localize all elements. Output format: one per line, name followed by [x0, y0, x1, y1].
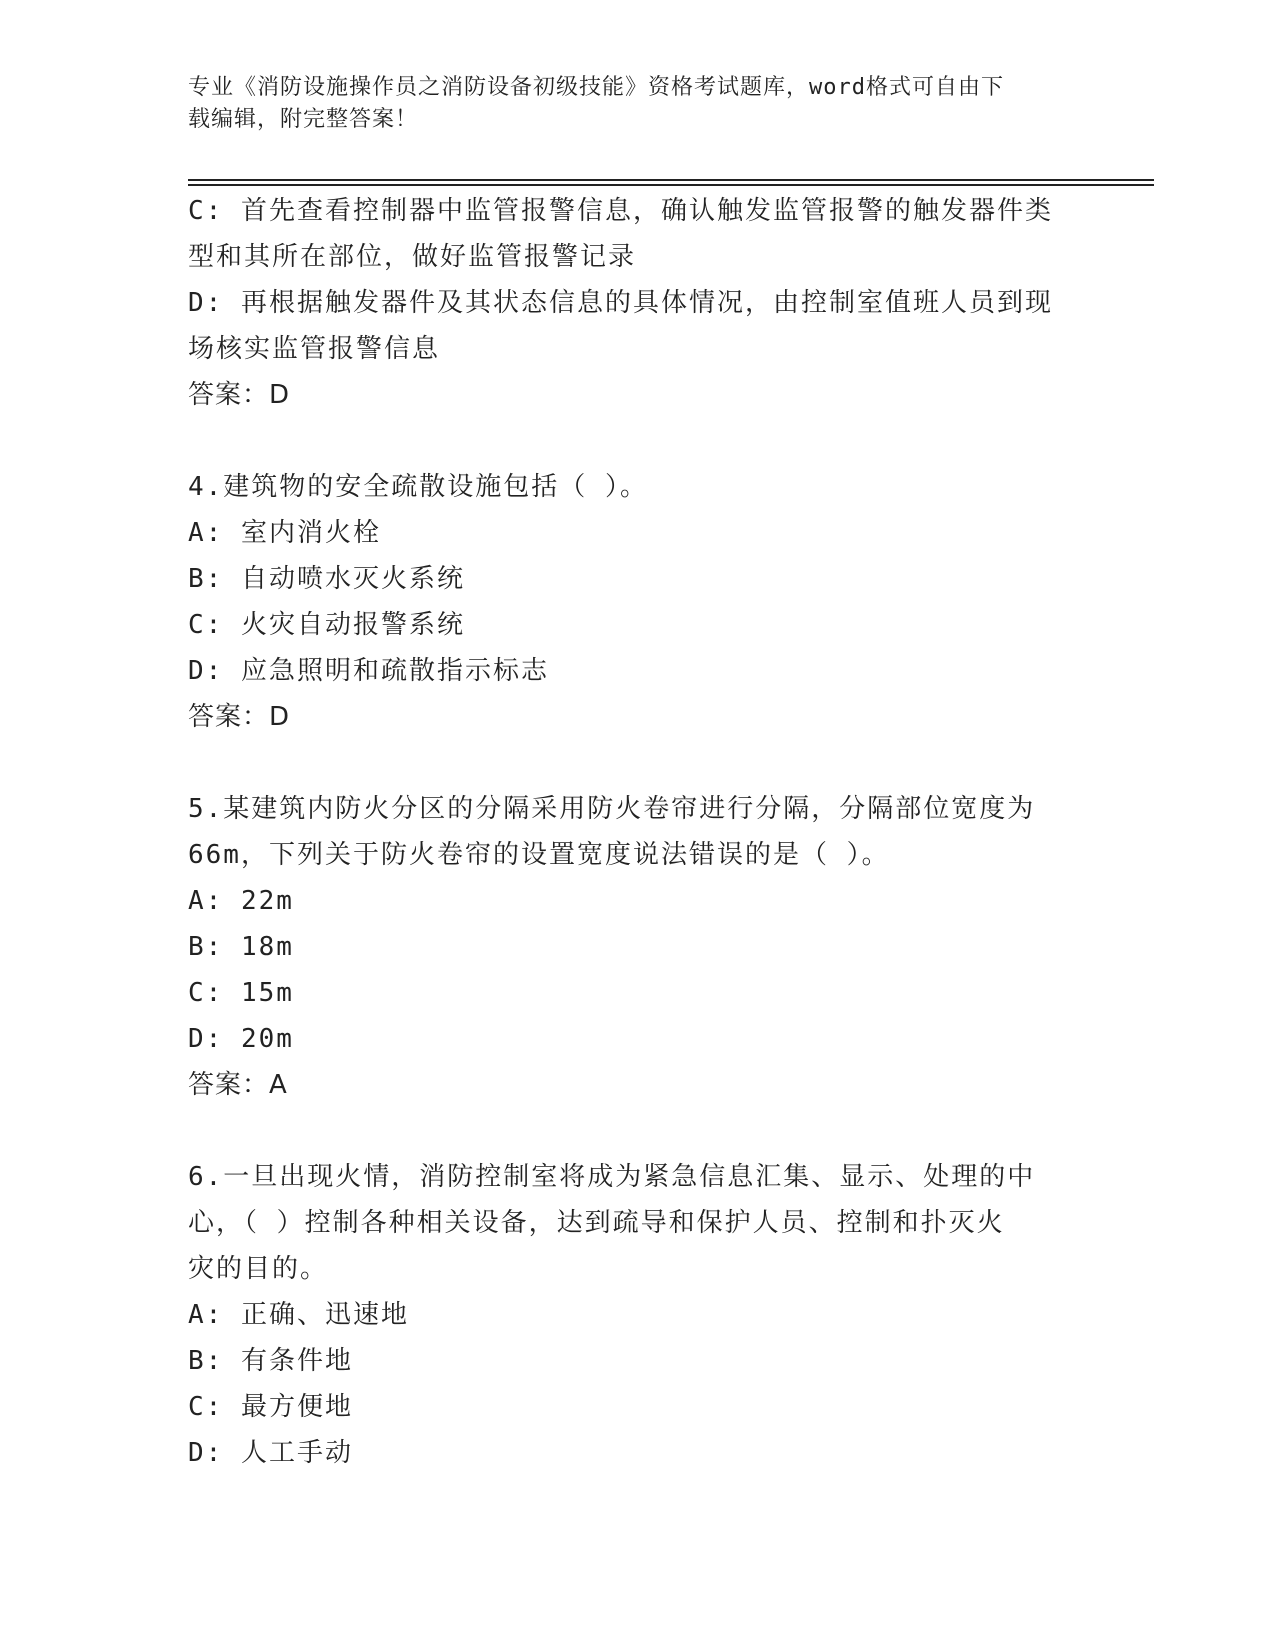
option-d: D: 人工手动 — [188, 1438, 353, 1468]
option-c: C: 15m — [188, 978, 294, 1008]
spacer — [188, 418, 1088, 464]
spacer — [188, 1108, 1088, 1154]
question-stem-line-1: 6.一旦出现火情，消防控制室将成为紧急信息汇集、显示、处理的中 — [188, 1162, 1036, 1192]
question-3-tail — [188, 188, 1088, 418]
header-line-1: 专业《消防设施操作员之消防设备初级技能》资格考试题库，word格式可自由下 — [188, 75, 1004, 100]
option-b: B: 18m — [188, 932, 294, 962]
question-content — [188, 188, 1088, 1476]
option-c: C: 最方便地 — [188, 1392, 353, 1422]
question-stem-line-1: 5.某建筑内防火分区的分隔采用防火卷帘进行分隔，分隔部位宽度为 — [188, 794, 1036, 824]
option-d: D: 应急照明和疏散指示标志 — [188, 656, 549, 686]
option-d-line-2: 场核实监管报警信息 — [188, 334, 441, 364]
document-header — [188, 72, 1078, 136]
answer: 答案：A — [188, 1070, 288, 1100]
option-a: A: 正确、迅速地 — [188, 1300, 409, 1330]
question-5 — [188, 786, 1088, 1108]
answer: 答案：D — [188, 380, 291, 410]
question-stem-line-3: 灾的目的。 — [188, 1254, 329, 1284]
header-rule-bottom — [188, 184, 1154, 186]
option-d-line-1: D: 再根据触发器件及其状态信息的具体情况，由控制室值班人员到现 — [188, 288, 1053, 318]
header-line-2: 载编辑，附完整答案！ — [188, 107, 419, 132]
option-a: A: 22m — [188, 886, 294, 916]
option-c-line-1: C: 首先查看控制器中监管报警信息，确认触发监管报警的触发器件类 — [188, 196, 1053, 226]
option-a: A: 室内消火栓 — [188, 518, 381, 548]
question-stem: 4.建筑物的安全疏散设施包括（ ）。 — [188, 472, 648, 502]
question-stem-line-2: 66m，下列关于防火卷帘的设置宽度说法错误的是（ ）。 — [188, 840, 890, 870]
header-rule-top — [188, 179, 1154, 181]
option-c: C: 火灾自动报警系统 — [188, 610, 465, 640]
option-d: D: 20m — [188, 1024, 294, 1054]
option-b: B: 自动喷水灭火系统 — [188, 564, 465, 594]
question-6 — [188, 1154, 1088, 1476]
question-stem-line-2: 心，（ ）控制各种相关设备，达到疏导和保护人员、控制和扑灭火 — [188, 1208, 1005, 1238]
option-b: B: 有条件地 — [188, 1346, 353, 1376]
question-4 — [188, 464, 1088, 740]
option-c-line-2: 型和其所在部位，做好监管报警记录 — [188, 242, 637, 272]
answer: 答案：D — [188, 702, 291, 732]
spacer — [188, 740, 1088, 786]
